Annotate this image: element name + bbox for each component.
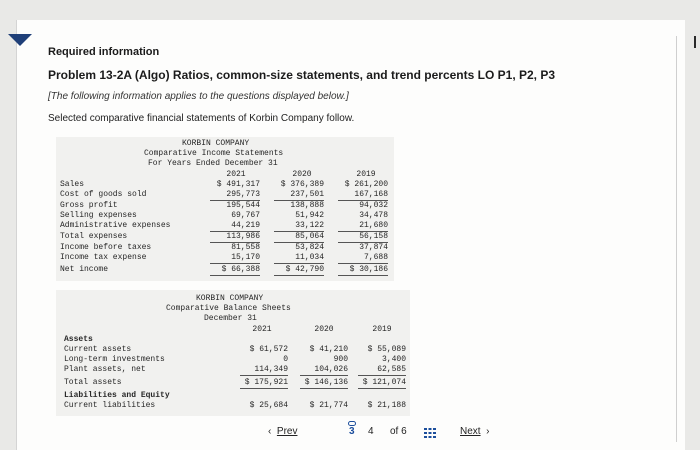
income-year: 2021 bbox=[226, 170, 246, 179]
balance-title: Comparative Balance Sheets bbox=[166, 304, 291, 313]
cell-value: 3,400 bbox=[381, 355, 406, 364]
prev-button[interactable] bbox=[268, 426, 297, 437]
cell-value: 104,026 bbox=[314, 365, 348, 374]
cell-value: $ 30,186 bbox=[349, 265, 388, 274]
double-underline bbox=[274, 275, 324, 276]
cell-value: $ 376,389 bbox=[280, 180, 324, 189]
next-button[interactable] bbox=[460, 426, 489, 437]
income-statement bbox=[56, 137, 394, 281]
balance-sheet bbox=[56, 290, 410, 416]
balance-period: December 31 bbox=[204, 314, 257, 323]
chevron-left-icon: ‹ bbox=[268, 426, 272, 437]
cell-value: 138,888 bbox=[290, 201, 324, 210]
cell-value: 81,558 bbox=[231, 243, 260, 252]
cell-value: $ 121,074 bbox=[362, 378, 406, 387]
row-label: Selling expenses bbox=[60, 211, 137, 220]
info-note: [The following information applies to the questions displayed below.] bbox=[48, 91, 349, 102]
cell-value: 44,219 bbox=[231, 221, 260, 230]
row-label: Income before taxes bbox=[60, 243, 152, 252]
cell-value: $ 21,774 bbox=[309, 401, 348, 410]
chevron-right-icon: › bbox=[486, 426, 490, 437]
row-label: Income tax expense bbox=[60, 253, 147, 262]
row-label: Gross profit bbox=[60, 201, 118, 210]
bookmark-icon[interactable] bbox=[8, 34, 32, 46]
scroll-edge bbox=[694, 36, 696, 48]
assets-heading: Assets bbox=[64, 335, 93, 344]
row-label: Cost of goods sold bbox=[60, 190, 147, 199]
cell-value: 11,034 bbox=[295, 253, 324, 262]
cell-value: 51,942 bbox=[295, 211, 324, 220]
double-underline bbox=[210, 275, 260, 276]
liabilities-heading: Liabilities and Equity bbox=[64, 391, 170, 400]
cell-value: 7,688 bbox=[363, 253, 388, 262]
cell-value: 900 bbox=[333, 355, 348, 364]
income-year: 2020 bbox=[292, 170, 312, 179]
cell-value: $ 146,136 bbox=[304, 378, 348, 387]
balance-year: 2019 bbox=[372, 325, 392, 334]
cell-value: $ 66,388 bbox=[221, 265, 260, 274]
required-heading: Required information bbox=[48, 46, 160, 58]
cell-value: 195,544 bbox=[226, 201, 260, 210]
cell-value: 237,501 bbox=[290, 190, 324, 199]
underline bbox=[338, 263, 388, 264]
cell-value: $ 491,317 bbox=[216, 180, 260, 189]
cell-value: 53,824 bbox=[295, 243, 324, 252]
instructions-text: Selected comparative financial statements of Korbin Company follow. bbox=[48, 113, 355, 124]
cell-value: $ 21,188 bbox=[367, 401, 406, 410]
cell-value: $ 55,089 bbox=[367, 345, 406, 354]
cell-value: 33,122 bbox=[295, 221, 324, 230]
cell-value: 295,773 bbox=[226, 190, 260, 199]
balance-year: 2021 bbox=[252, 325, 272, 334]
income-title: Comparative Income Statements bbox=[144, 149, 284, 158]
cell-value: 0 bbox=[283, 355, 288, 364]
income-year: 2019 bbox=[356, 170, 376, 179]
double-underline bbox=[358, 388, 406, 389]
underline bbox=[274, 263, 324, 264]
income-company: KORBIN COMPANY bbox=[182, 139, 250, 148]
cell-value: $ 25,684 bbox=[249, 401, 288, 410]
row-label: Long-term investments bbox=[64, 355, 165, 364]
cell-value: 62,585 bbox=[377, 365, 406, 374]
cell-value: $ 42,790 bbox=[285, 265, 324, 274]
cell-value: $ 175,921 bbox=[244, 378, 288, 387]
row-label: Total assets bbox=[64, 378, 122, 387]
grid-icon[interactable] bbox=[424, 428, 436, 438]
page-3-label: 3 bbox=[349, 426, 355, 437]
prev-label: Prev bbox=[276, 426, 298, 437]
cell-value: $ 61,572 bbox=[249, 345, 288, 354]
cell-value: 56,158 bbox=[359, 232, 388, 241]
cell-value: 85,064 bbox=[295, 232, 324, 241]
row-label: Current liabilities bbox=[64, 401, 156, 410]
income-period: For Years Ended December 31 bbox=[148, 159, 278, 168]
cell-value: 37,874 bbox=[359, 243, 388, 252]
cell-value: 21,680 bbox=[359, 221, 388, 230]
row-label: Plant assets, net bbox=[64, 365, 146, 374]
divider bbox=[676, 36, 677, 442]
cell-value: 94,032 bbox=[359, 201, 388, 210]
double-underline bbox=[240, 388, 288, 389]
row-label: Sales bbox=[60, 180, 85, 189]
balance-year: 2020 bbox=[314, 325, 334, 334]
underline bbox=[240, 375, 288, 376]
cell-value: 167,168 bbox=[354, 190, 388, 199]
double-underline bbox=[338, 275, 388, 276]
double-underline bbox=[300, 388, 348, 389]
cell-value: 34,478 bbox=[359, 211, 388, 220]
row-label: Net income bbox=[60, 265, 109, 274]
balance-company: KORBIN COMPANY bbox=[196, 294, 264, 303]
cell-value: 114,349 bbox=[254, 365, 288, 374]
underline bbox=[358, 375, 406, 376]
row-label: Total expenses bbox=[60, 232, 128, 241]
next-label: Next bbox=[460, 426, 481, 437]
row-label: Administrative expenses bbox=[60, 221, 171, 230]
cell-value: 69,767 bbox=[231, 211, 260, 220]
cell-value: 113,986 bbox=[226, 232, 260, 241]
cell-value: 15,170 bbox=[231, 253, 260, 262]
cell-value: $ 41,210 bbox=[309, 345, 348, 354]
problem-title: Problem 13-2A (Algo) Ratios, common-size statements, and trend percents LO P1, P2, P3 bbox=[48, 68, 556, 82]
underline bbox=[210, 263, 260, 264]
page-4-button[interactable]: 4 bbox=[368, 426, 374, 437]
cell-value: $ 261,200 bbox=[344, 180, 388, 189]
page-count: of 6 bbox=[390, 426, 407, 437]
underline bbox=[300, 375, 348, 376]
row-label: Current assets bbox=[64, 345, 132, 354]
